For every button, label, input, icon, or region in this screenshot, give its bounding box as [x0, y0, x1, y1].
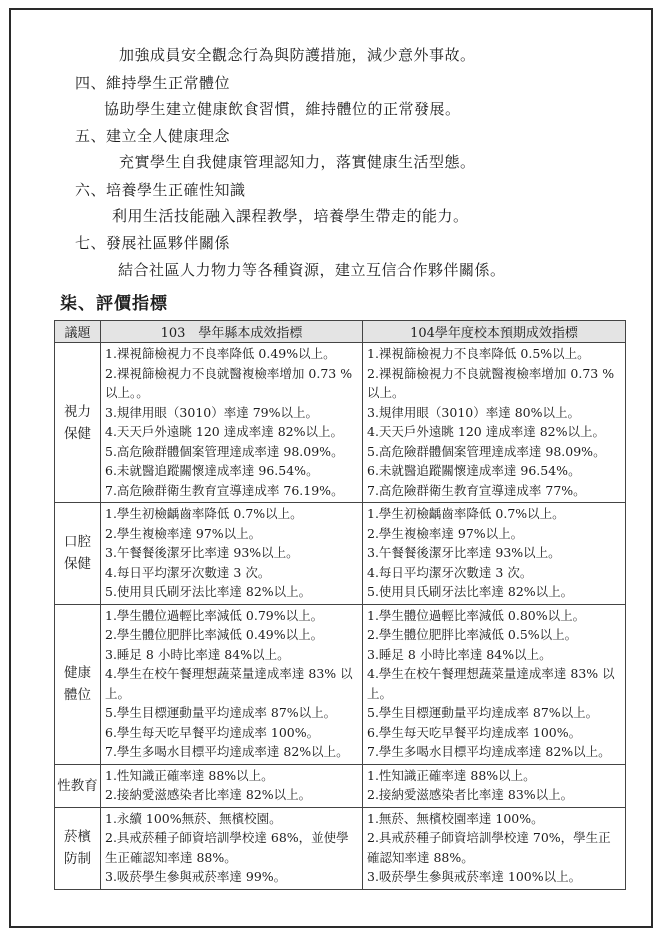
- topic-label: 健康: [64, 665, 91, 681]
- indicator-item: 3.睡足 8 小時比率達 84%以上。: [367, 646, 552, 662]
- indicator-cell-103: [101, 503, 363, 605]
- evaluation-heading: 柒、評價指標: [60, 294, 168, 314]
- indicator-item: 1.學生體位過輕比率減低 0.79%以上。: [105, 607, 324, 623]
- indicator-item: 2.具戒菸種子師資培訓學校達 70%，學生正確認知率達 88%。: [367, 830, 611, 865]
- topic-label: 菸檳: [64, 829, 91, 845]
- indicator-item: 1.裸視篩檢視力不良率降低 0.49%以上。: [105, 346, 336, 361]
- indicator-cell-103: [101, 764, 363, 807]
- topic-label: 防制: [64, 851, 91, 867]
- indicator-cell-104: [363, 764, 626, 807]
- indicator-item: 3.規律用眼（3010）率達 79%以上。: [105, 404, 318, 420]
- topic-cell: [55, 503, 101, 605]
- text-line-3: 協助學生建立健康飲食習慣，維持體位的正常發展。: [104, 100, 461, 118]
- indicator-item: 1.無菸、無檳校園率達 100%。: [367, 810, 544, 826]
- indicator-item: 6.未就醫追蹤關懷達成率達 96.54%。: [367, 463, 581, 478]
- indicator-item: 5.使用貝氏刷牙法比率達 82%以上。: [367, 584, 574, 599]
- indicator-item: 3.午餐餐後潔牙比率達 93%以上。: [367, 545, 561, 560]
- indicator-item: 3.午餐餐後潔牙比率達 93%以上。: [105, 545, 299, 560]
- header-topic: 議題: [55, 321, 101, 343]
- indicator-item: 1.裸視篩檢視力不良率降低 0.5%以上。: [367, 346, 590, 361]
- indicator-item: 4.每日平均潔牙次數達 3 次。: [105, 564, 271, 580]
- section-heading-4: 四、維持學生正常體位: [75, 74, 231, 92]
- indicator-item: 2.裸視篩檢視力不良就醫複檢率增加 0.73 %以上。: [367, 365, 615, 400]
- indicator-item: 2.具戒菸種子師資培訓學校達 68%，並使學生正確認知率達 88%。: [105, 830, 349, 865]
- indicator-item: 5.學生目標運動量平均達成率 87%以上。: [105, 705, 337, 720]
- indicator-item: 2.學生複檢率達 97%以上。: [367, 525, 524, 541]
- topic-label: 體位: [64, 687, 91, 703]
- indicator-item: 7.學生多喝水目標平均達成率達 82%以上。: [367, 744, 611, 759]
- indicator-cell-104: [363, 807, 626, 889]
- topic-label: 保健: [64, 556, 91, 573]
- topic-cell: [55, 343, 101, 503]
- table-header-row: [55, 321, 626, 343]
- table-row: [55, 604, 626, 764]
- section-heading-7: 七、發展社區夥伴關係: [75, 234, 231, 252]
- indicator-cell-103: [101, 807, 363, 889]
- topic-label: 性教育: [57, 777, 98, 794]
- table-row: [55, 764, 626, 807]
- indicator-item: 5.學生目標運動量平均達成率 87%以上。: [367, 705, 599, 720]
- indicator-cell-104: [363, 604, 626, 764]
- indicator-item: 2.接納愛滋感染者比率達 82%以上。: [105, 787, 312, 802]
- indicator-item: 6.未就醫追蹤關懷達成率達 96.54%。: [105, 463, 319, 478]
- table-row: [55, 503, 626, 605]
- indicator-item: 5.高危險群體個案管理達成率達 98.09%。: [367, 443, 606, 459]
- indicator-item: 2.接納愛滋感染者比率達 83%以上。: [367, 787, 574, 802]
- indicator-item: 2.裸視篩檢視力不良就醫複檢率增加 0.73 %以上。。: [105, 365, 353, 400]
- indicator-item: 4.天天戶外遠眺 120 達成率達 82%以上。: [105, 424, 343, 439]
- indicator-item: 3.吸菸學生參與戒菸率達 100%以上。: [367, 869, 582, 884]
- indicator-item: 2.學生複檢率達 97%以上。: [105, 525, 262, 541]
- indicator-item: 1.性知識正確率達 88%以上。: [367, 767, 536, 783]
- header-104: 104學年度校本預期成效指標: [363, 321, 626, 343]
- indicator-item: 2.學生體位肥胖比率減低 0.5%以上。: [367, 627, 578, 642]
- indicator-item: 7.高危險群衛生教育宣導達成率 77%。: [367, 482, 586, 498]
- text-line-9: 結合社區人力物力等各種資源，建立互信合作夥伴關係。: [118, 261, 506, 279]
- indicator-item: 7.高危險群衛生教育宣導達成率 76.19%。: [105, 482, 344, 498]
- indicator-item: 4.學生在校午餐理想蔬菜量達成率達 83% 以上。: [367, 666, 615, 701]
- indicator-item: 3.吸菸學生參與戒菸率達 99%。: [105, 869, 287, 884]
- indicator-item: 3.睡足 8 小時比率達 84%以上。: [105, 646, 290, 662]
- indicator-item: 6.學生每天吃早餐平均達成率 100%。: [105, 724, 320, 740]
- evaluation-table: [54, 320, 626, 890]
- indicator-cell-104: [363, 343, 626, 503]
- topic-label: 口腔: [64, 534, 91, 551]
- indicator-item: 1.學生體位過輕比率減低 0.80%以上。: [367, 607, 586, 623]
- indicator-cell-103: [101, 343, 363, 503]
- indicator-item: 7.學生多喝水目標平均達成率達 82%以上。: [105, 744, 349, 759]
- topic-label: 視力: [64, 403, 91, 420]
- topic-cell: [55, 764, 101, 807]
- indicator-cell-104: [363, 503, 626, 605]
- header-103: 103 學年縣本成效指標: [101, 321, 363, 343]
- text-line-7: 利用生活技能融入課程教學，培養學生帶走的能力。: [112, 207, 469, 225]
- indicator-item: 6.學生每天吃早餐平均達成率 100%。: [367, 724, 582, 740]
- text-line-5: 充實學生自我健康管理認知力，落實健康生活型態。: [119, 153, 476, 171]
- topic-cell: [55, 807, 101, 889]
- indicator-item: 4.每日平均潔牙次數達 3 次。: [367, 564, 533, 580]
- topic-label: 保健: [64, 425, 91, 442]
- table-row: [55, 807, 626, 889]
- indicator-item: 1.學生初檢齲齒率降低 0.7%以上。: [105, 506, 303, 521]
- indicator-cell-103: [101, 604, 363, 764]
- section-heading-5: 五、建立全人健康理念: [75, 127, 231, 145]
- text-line-1: 加強成員安全觀念行為與防護措施，減少意外事故。: [119, 46, 476, 64]
- indicator-item: 1.永續 100%無菸、無檳校園。: [105, 810, 282, 826]
- indicator-item: 2.學生體位肥胖比率減低 0.49%以上。: [105, 627, 324, 642]
- table-row: [55, 343, 626, 503]
- indicator-item: 4.天天戶外遠眺 120 達成率達 82%以上。: [367, 424, 605, 439]
- indicator-item: 4.學生在校午餐理想蔬菜量達成率達 83% 以上。: [105, 666, 353, 701]
- indicator-item: 5.高危險群體個案管理達成率達 98.09%。: [105, 443, 344, 459]
- topic-cell: [55, 604, 101, 764]
- indicator-item: 3.規律用眼（3010）率達 80%以上。: [367, 404, 580, 420]
- section-heading-6: 六、培養學生正確性知識: [75, 181, 246, 199]
- indicator-item: 1.學生初檢齲齒率降低 0.7%以上。: [367, 506, 565, 521]
- indicator-item: 5.使用貝氏刷牙法比率達 82%以上。: [105, 584, 312, 599]
- indicator-item: 1.性知識正確率達 88%以上。: [105, 767, 274, 783]
